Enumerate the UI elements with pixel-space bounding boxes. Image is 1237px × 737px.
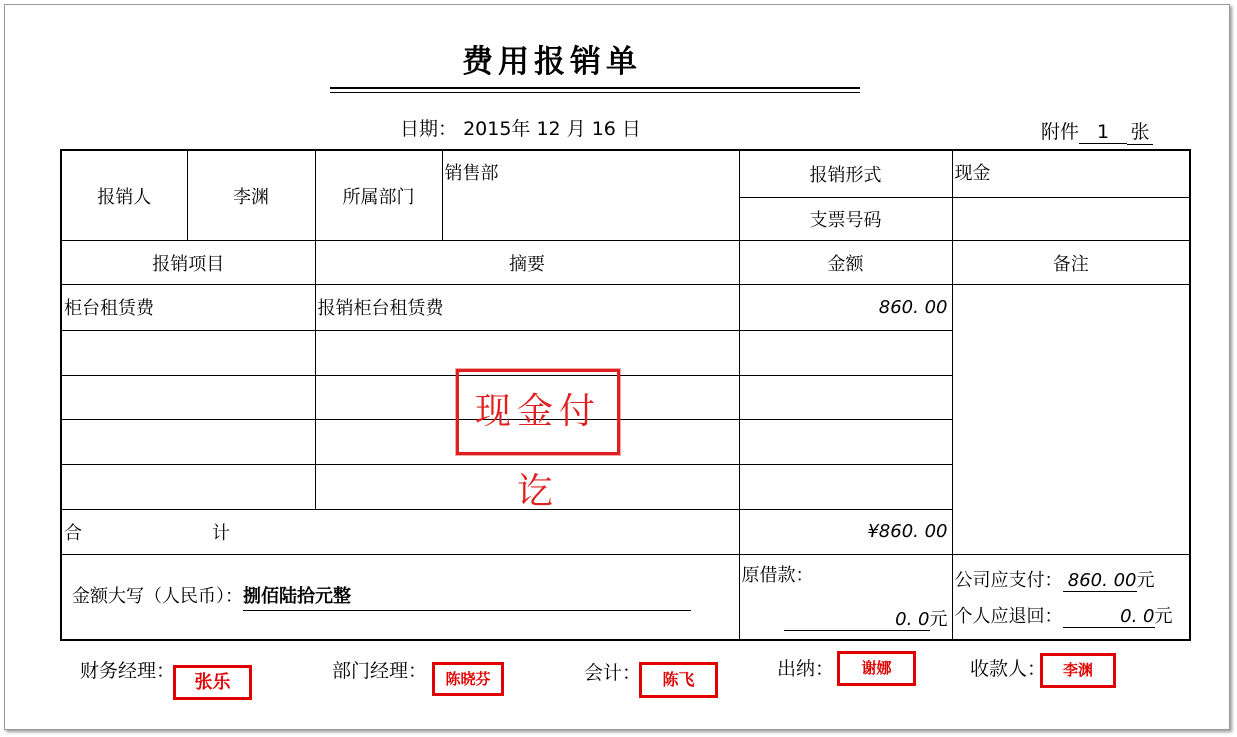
- dept-manager-signature: 陈晓芬: [432, 662, 504, 696]
- remark-cell: [952, 285, 1190, 555]
- attach-unit: 张: [1127, 117, 1153, 145]
- claimant-label: 报销人: [61, 150, 187, 241]
- attach-label: 附件: [1041, 121, 1080, 143]
- row-summary: 报销柜台租赁费: [315, 285, 739, 330]
- loan-label: 原借款：: [741, 564, 814, 586]
- loan-unit: 元: [929, 608, 948, 630]
- finance-manager-signature: 张乐: [173, 665, 252, 700]
- accountant-label: 会计：: [584, 662, 642, 684]
- col-header-summary: 摘要: [315, 241, 739, 285]
- claimant-value: 李渊: [187, 150, 315, 241]
- uppercase-value: 捌佰陆拾元整: [243, 582, 691, 611]
- attach-count: 1: [1079, 121, 1127, 144]
- company-pay-unit: 元: [1136, 569, 1155, 591]
- row-item: [61, 420, 315, 465]
- cashier-label: 出纳：: [777, 658, 835, 680]
- person-refund-label: 个人应退回：: [954, 605, 1063, 627]
- check-value: [952, 197, 1190, 240]
- date-value: 2015年 12 月 16 日: [463, 118, 641, 140]
- total-amount: ¥860. 00: [739, 509, 952, 554]
- title-underline: [330, 87, 860, 89]
- method-label: 报销形式: [739, 150, 952, 197]
- total-label-1: 合: [64, 522, 82, 544]
- row-amount: [739, 375, 952, 419]
- row-amount: [739, 330, 952, 375]
- col-header-item: 报销项目: [61, 241, 315, 285]
- uppercase-cell: [61, 554, 739, 640]
- dept-label: 所属部门: [315, 150, 442, 241]
- company-pay-label: 公司应支付：: [954, 569, 1063, 591]
- loan-cell: [739, 554, 952, 640]
- col-header-remark: 备注: [952, 241, 1190, 285]
- person-refund-unit: 元: [1154, 605, 1173, 627]
- row-item: [61, 375, 315, 419]
- check-label: 支票号码: [739, 197, 952, 240]
- person-refund-value: 0. 0: [1063, 606, 1155, 628]
- payee-label: 收款人：: [970, 658, 1047, 680]
- company-pay-value: 860. 00: [1063, 570, 1137, 592]
- row-item: [61, 330, 315, 375]
- title-underline-thin: [330, 92, 860, 93]
- accountant-signature: 陈飞: [639, 662, 718, 698]
- cash-paid-stamp: 现金付讫: [456, 369, 620, 455]
- row-item: 柜台租赁费: [61, 285, 315, 330]
- row-amount: [739, 465, 952, 509]
- date-label: 日期：: [400, 118, 458, 140]
- row-amount: [739, 420, 952, 465]
- settlement-cell: [952, 554, 1190, 640]
- loan-value: 0. 0: [784, 609, 930, 631]
- payee-signature: 李渊: [1040, 653, 1116, 688]
- col-header-amount: 金额: [739, 241, 952, 285]
- method-value: 现金: [952, 150, 1190, 197]
- uppercase-label: 金额大写（人民币）：: [72, 586, 243, 608]
- date-line: [400, 114, 641, 141]
- cashier-signature: 谢娜: [837, 651, 916, 686]
- attachment-line: [1041, 117, 1153, 145]
- dept-manager-label: 部门经理：: [332, 660, 428, 682]
- expense-table: [60, 149, 1191, 641]
- finance-manager-label: 财务经理：: [80, 660, 176, 682]
- total-label-2: 计: [212, 522, 230, 544]
- row-item: [61, 465, 315, 509]
- form-title: 费用报销单: [462, 44, 642, 80]
- total-label: [61, 509, 739, 554]
- row-amount: 860. 00: [739, 285, 952, 330]
- table-row: [61, 285, 1190, 330]
- dept-value: 销售部: [442, 150, 739, 241]
